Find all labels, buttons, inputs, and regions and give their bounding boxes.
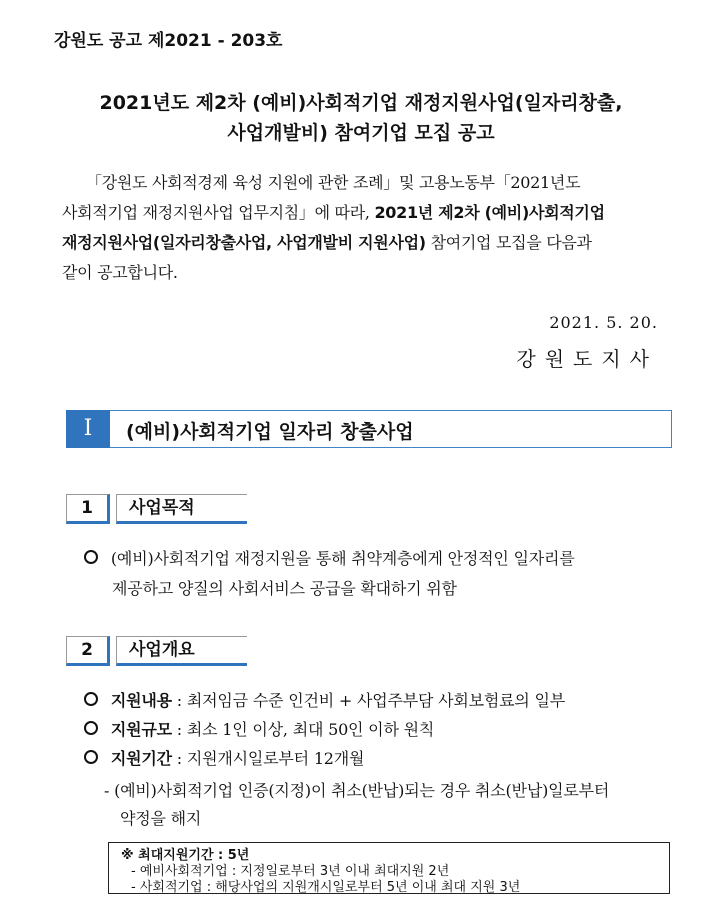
bullet-continuation: 제공하고 양질의 사회서비스 공급을 확대하기 위함 [112, 579, 457, 598]
intro-text: 참여기업 모집을 다음과 [425, 233, 592, 252]
intro-text: 사회적기업 재정지원사업 업무지침」에 따라, [62, 203, 375, 222]
dash-note-continuation: 약정을 해지 [120, 809, 202, 828]
overview-item [84, 746, 364, 769]
subsection-number: 1 [66, 494, 110, 524]
note-title: ※ 최대지원기간 : 5년 [121, 848, 250, 863]
max-support-note-box [108, 842, 670, 894]
bullet-circle-icon [84, 750, 98, 764]
item-label: 지원내용 [110, 691, 172, 710]
dash-note: - (예비)사회적기업 인증(지정)이 취소(반납)되는 경우 취소(반납)일로부터 [104, 781, 610, 800]
notice-number: 강원도 공고 제2021 - 203호 [54, 31, 283, 51]
subsection-title: 사업목적 [116, 494, 247, 524]
section-number: Ⅰ [66, 410, 110, 448]
intro-line: 같이 공고합니다. [62, 263, 178, 282]
item-text: : 최저임금 수준 인건비 + 사업주부담 사회보험료의 일부 [171, 691, 566, 710]
section-title: (예비)사회적기업 일자리 창출사업 [126, 421, 414, 443]
note-line: - 사회적기업 : 해당사업의 지원개시일로부터 5년 이내 최대 지원 3년 [131, 880, 521, 895]
bullet-circle-icon [84, 550, 98, 564]
document-title-line1: 2021년도 제2차 (예비)사회적기업 재정지원사업(일자리창출, [99, 92, 623, 114]
item-text: : 지원개시일로부터 12개월 [171, 749, 365, 768]
intro-emphasis: 재정지원사업(일자리창출사업, 사업개발비 지원사업) [62, 233, 426, 252]
subsection-title: 사업개요 [116, 636, 247, 666]
purpose-bullet [84, 546, 684, 569]
intro-line [62, 198, 672, 228]
document-title-line2: 사업개발비) 참여기업 모집 공고 [227, 122, 495, 144]
intro-emphasis: 2021년 제2차 (예비)사회적기업 [374, 203, 605, 222]
item-label: 지원규모 [110, 720, 172, 739]
bullet-circle-icon [84, 721, 98, 735]
issuer-name: 강원도지사 [516, 347, 658, 371]
subsection-number: 2 [66, 636, 110, 666]
intro-paragraph [62, 168, 672, 288]
item-label: 지원기간 [110, 749, 172, 768]
overview-item [84, 688, 565, 711]
item-text: : 최소 1인 이상, 최대 50인 이하 원칙 [171, 720, 435, 739]
notice-date: 2021. 5. 20. [549, 313, 658, 332]
intro-line [62, 228, 672, 258]
note-line: - 예비사회적기업 : 지정일로부터 3년 이내 최대지원 2년 [131, 864, 450, 879]
bullet-text: (예비)사회적기업 재정지원을 통해 취약계층에게 안정적인 일자리를 [110, 549, 575, 568]
intro-line: 「강원도 사회적경제 육성 지원에 관한 조례」및 고용노동부「2021년도 [86, 173, 581, 192]
overview-item [84, 717, 434, 740]
bullet-circle-icon [84, 692, 98, 706]
